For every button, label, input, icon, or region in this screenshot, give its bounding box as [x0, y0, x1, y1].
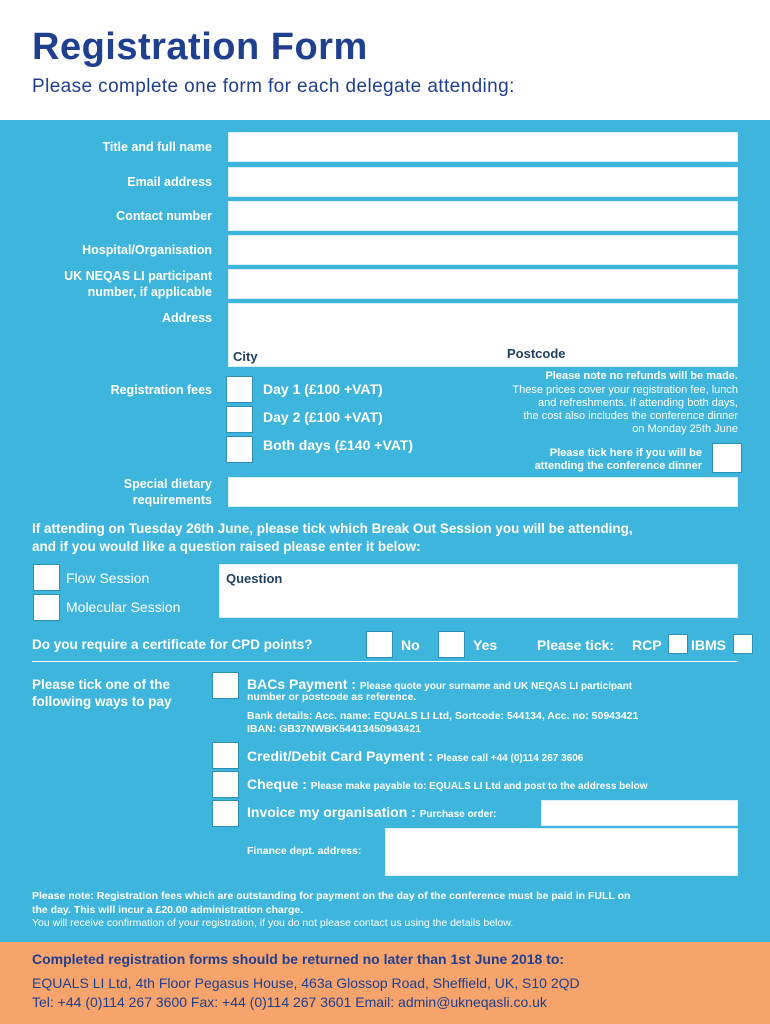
finance-label: Finance dept. address: — [247, 845, 362, 857]
refund-note: Please note no refunds will be made. — [545, 370, 738, 382]
dinner-note-line2: attending the conference dinner — [534, 460, 702, 472]
purchase-order-field[interactable] — [541, 800, 738, 826]
payment-label-line1: Please tick one of the — [32, 677, 171, 692]
hospital-label: Hospital/Organisation — [82, 243, 212, 257]
divider — [32, 661, 738, 662]
contact-label: Contact number — [116, 209, 212, 223]
page-title: Registration Form — [32, 26, 368, 68]
dinner-checkbox[interactable] — [712, 443, 742, 473]
payment-label-line2: following ways to pay — [32, 694, 172, 709]
card-checkbox[interactable] — [212, 742, 239, 769]
title-name-field[interactable] — [228, 132, 738, 162]
ibms-label: IBMS — [691, 637, 726, 653]
fee-note-line4: on Monday 25th June — [632, 423, 738, 435]
fee-note-fine-line2: the day. This will incur a £20.00 administration charge. — [32, 904, 304, 916]
fee-note-fine-line1: Please note: Registration fees which are outstanding for payment on the day of the conference must be paid in FULL on — [32, 890, 631, 902]
footer-address: EQUALS LI Ltd, 4th Floor Pegasus House, 463a Glossop Road, Sheffield, UK, S10 2QD — [32, 975, 580, 991]
molecular-session-checkbox[interactable] — [33, 594, 60, 621]
participant-label-line2: number, if applicable — [87, 285, 212, 299]
bacs-checkbox[interactable] — [212, 672, 239, 699]
bank-details-line2: IBAN: GB37NWBK54413450943421 — [247, 723, 421, 735]
address-label: Address — [161, 311, 212, 325]
bank-details-line1: Bank details: Acc. name: EQUALS LI Ltd, Sortcode: 544134, Acc. no: 50943421 — [247, 710, 639, 722]
dietary-label-line1: Special dietary — [123, 477, 212, 491]
bacs-desc-line2: number or postcode as reference. — [247, 691, 417, 703]
invoice-title: Invoice my organisation : Purchase order: — [247, 804, 497, 820]
email-field[interactable] — [228, 167, 738, 197]
day1-label: Day 1 (£100 +VAT) — [263, 381, 383, 397]
cpd-question: Do you require a certificate for CPD points? — [32, 637, 313, 652]
ibms-checkbox[interactable] — [733, 634, 753, 654]
breakout-question-line2: and if you would like a question raised please enter it below: — [32, 539, 421, 554]
fee-note-line2: and refreshments. If attending both days, — [538, 397, 738, 409]
participant-field[interactable] — [228, 269, 738, 299]
finance-address-field[interactable] — [385, 828, 738, 876]
footer-heading: Completed registration forms should be returned no later than 1st June 2018 to: — [32, 951, 565, 967]
page-subtitle: Please complete one form for each delegate attending: — [32, 76, 515, 97]
dietary-field[interactable] — [228, 477, 738, 507]
cpd-yes-checkbox[interactable] — [438, 631, 465, 658]
cpd-no-checkbox[interactable] — [366, 631, 393, 658]
question-label: Question — [226, 571, 283, 586]
title-name-label: Title and full name — [102, 140, 212, 154]
postcode-label: Postcode — [507, 346, 566, 361]
both-days-label: Both days (£140 +VAT) — [263, 437, 414, 453]
dietary-label-line2: requirements — [132, 493, 212, 507]
contact-field[interactable] — [228, 201, 738, 231]
question-field[interactable] — [219, 564, 738, 618]
form-panel — [0, 120, 770, 942]
day2-label: Day 2 (£100 +VAT) — [263, 409, 383, 425]
molecular-session-label: Molecular Session — [66, 599, 181, 615]
day2-checkbox[interactable] — [226, 406, 253, 433]
both-days-checkbox[interactable] — [226, 436, 253, 463]
cheque-checkbox[interactable] — [212, 771, 239, 798]
registration-fees-label: Registration fees — [110, 383, 212, 397]
fee-note-line3: the cost also includes the conference dinner — [523, 410, 738, 422]
day1-checkbox[interactable] — [226, 376, 253, 403]
hospital-field[interactable] — [228, 235, 738, 265]
confirmation-note: You will receive confirmation of your registration, if you do not please contact us using the details below. — [32, 917, 514, 929]
bacs-title: BACs Payment : Please quote your surname and UK NEQAS LI participant — [247, 676, 633, 692]
flow-session-checkbox[interactable] — [33, 564, 60, 591]
breakout-question-line1: If attending on Tuesday 26th June, please tick which Break Out Session you will be attending, — [32, 521, 633, 536]
email-label: Email address — [127, 175, 212, 189]
address-field[interactable] — [228, 303, 738, 367]
footer — [0, 942, 770, 1024]
rcp-label: RCP — [632, 637, 662, 653]
cpd-tick-label: Please tick: — [537, 637, 615, 653]
city-label: City — [233, 349, 258, 364]
card-title: Credit/Debit Card Payment : Please call +44 (0)114 267 3606 — [247, 748, 584, 764]
cheque-title: Cheque : Please make payable to: EQUALS LI Ltd and post to the address below — [247, 776, 648, 792]
dinner-note-line1: Please tick here if you will be — [549, 447, 702, 459]
footer-contact: Tel: +44 (0)114 267 3600 Fax: +44 (0)114 267 3601 Email: admin@ukneqasli.co.uk — [32, 994, 547, 1010]
rcp-checkbox[interactable] — [668, 634, 688, 654]
participant-label-line1: UK NEQAS LI participant — [64, 269, 212, 283]
invoice-checkbox[interactable] — [212, 800, 239, 827]
fee-note-line1: These prices cover your registration fee, lunch — [512, 384, 738, 396]
cpd-yes-label: Yes — [473, 637, 498, 653]
flow-session-label: Flow Session — [66, 570, 150, 586]
cpd-no-label: No — [401, 637, 420, 653]
